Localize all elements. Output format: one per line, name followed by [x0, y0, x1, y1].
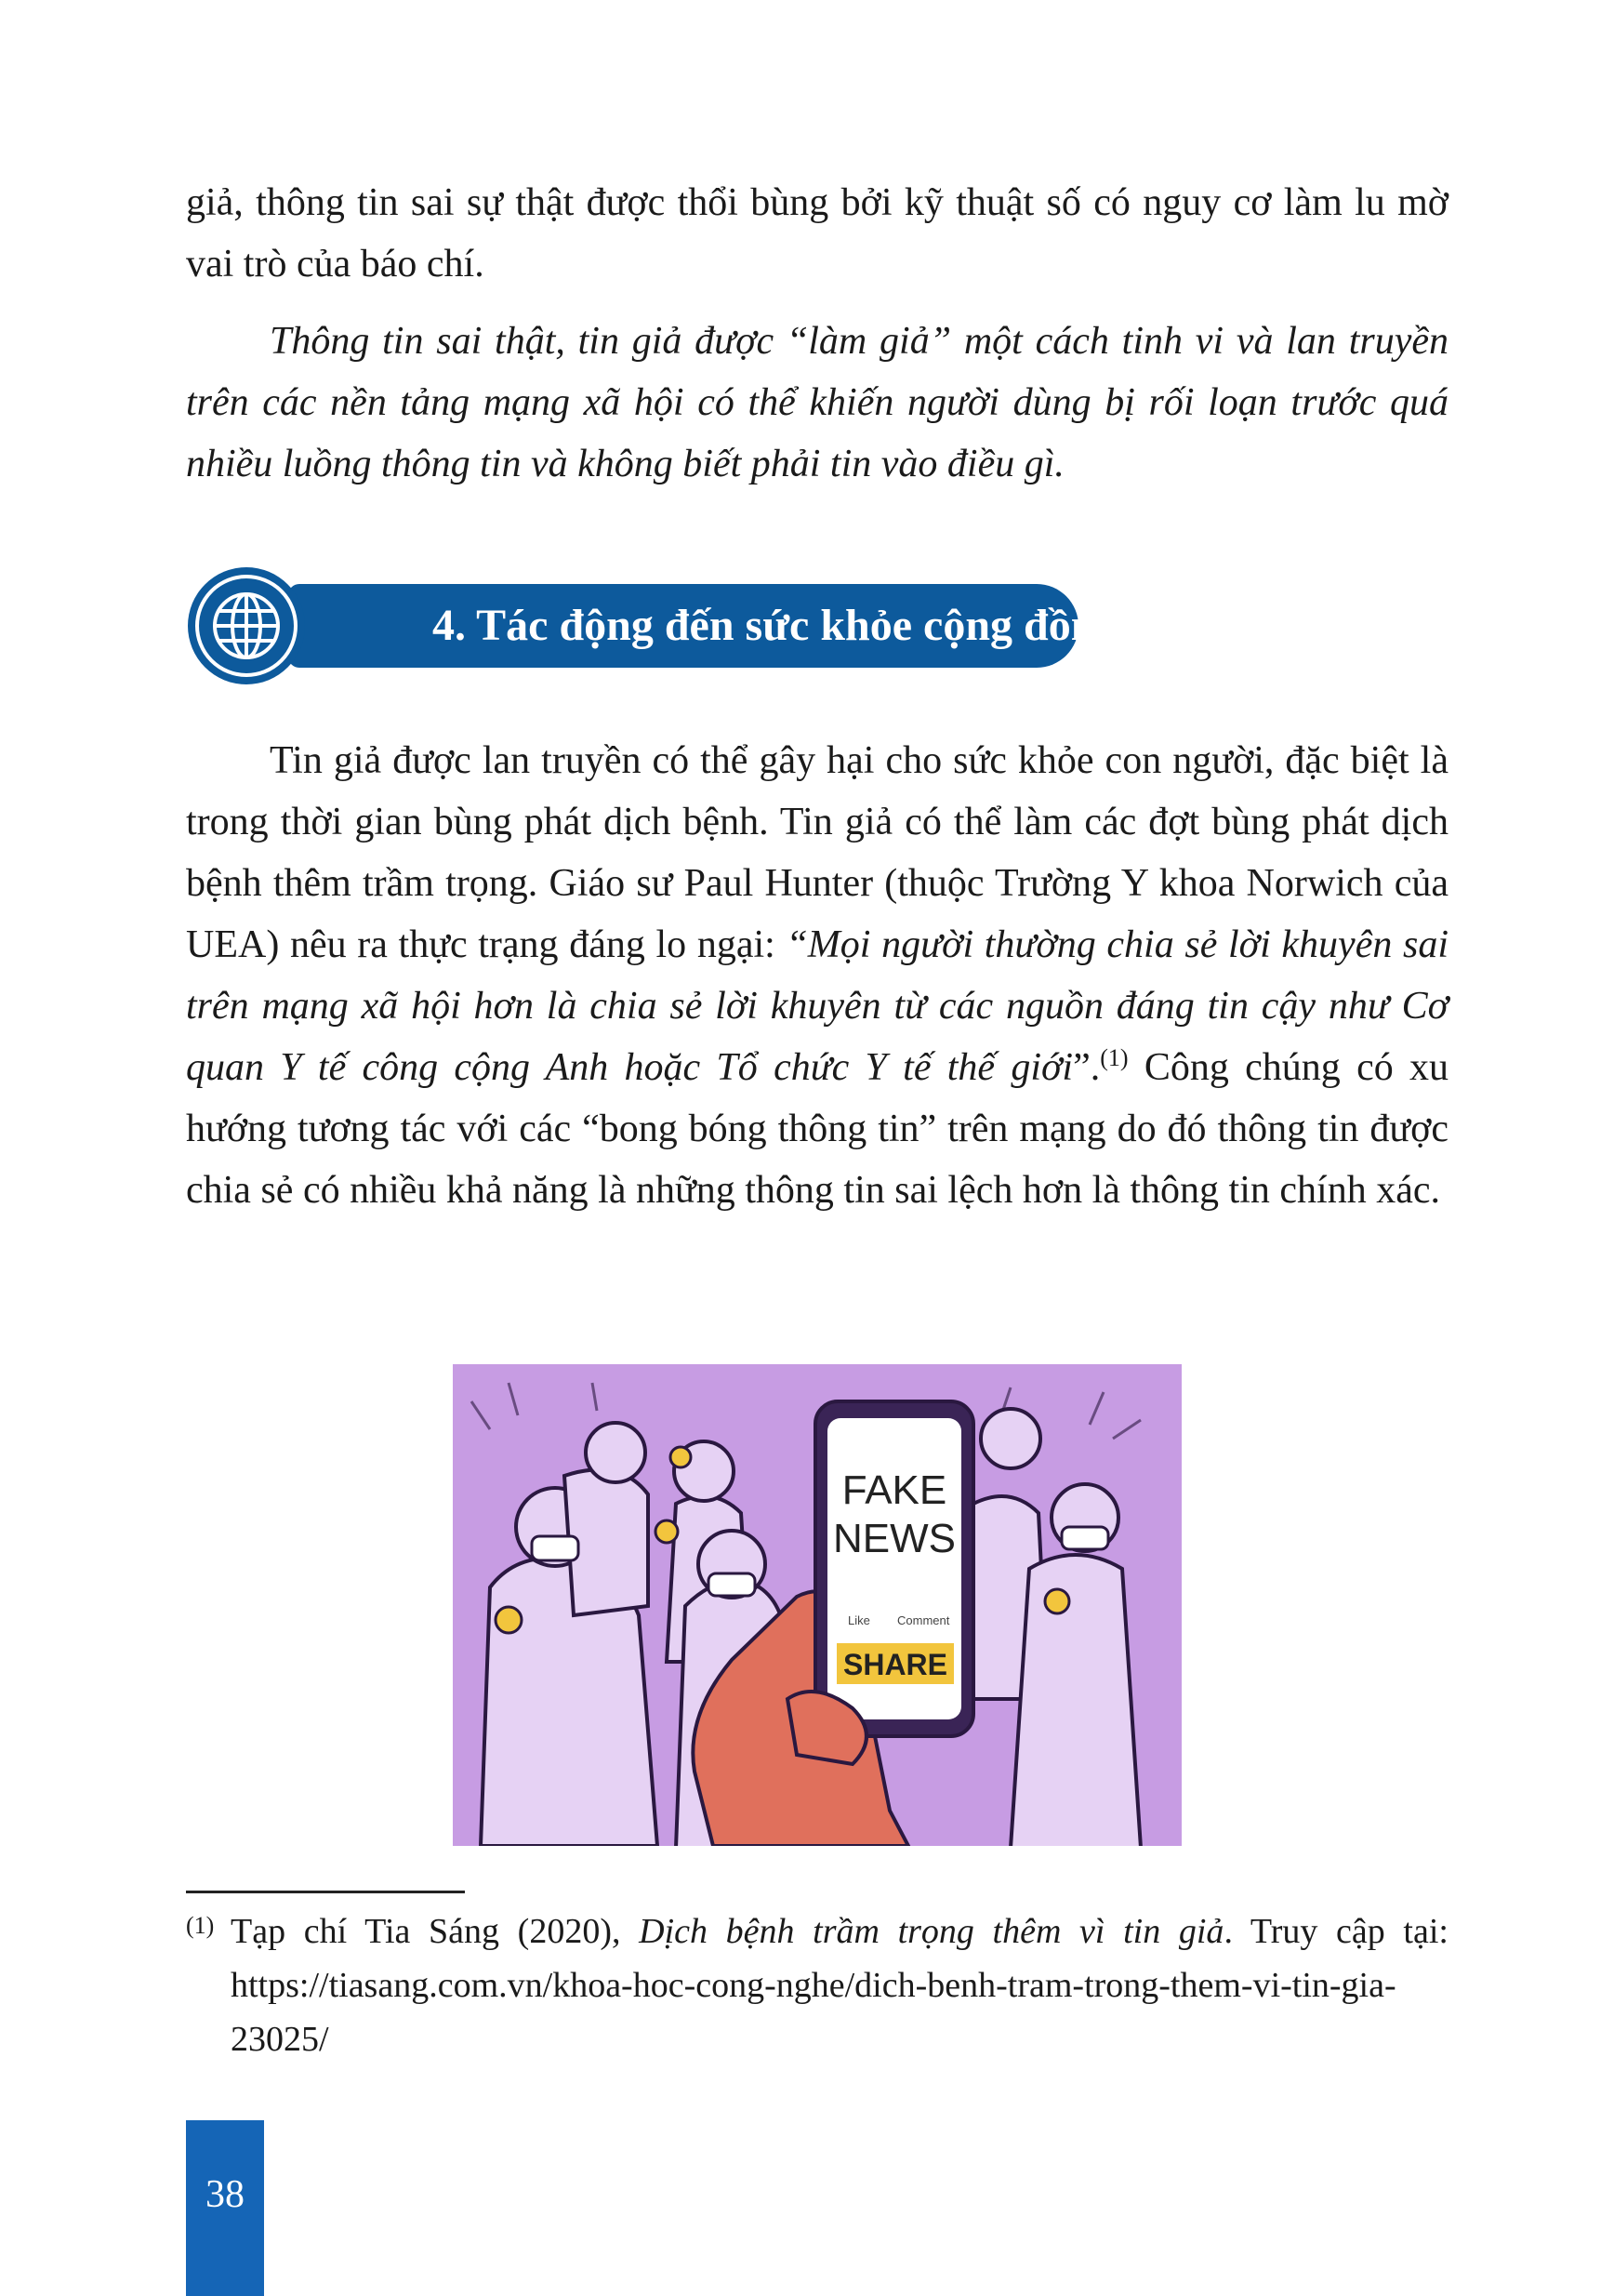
- footnote-title: Dịch bệnh trầm trọng thêm vì tin giả: [639, 1912, 1224, 1951]
- paragraph-intro: [186, 172, 1449, 295]
- text-run: Công chúng có xu hướng tương tác với các “bong bóng thông tin” trên mạng do đó thông tin được chia sẻ có nhiều khả năng là những thông tin sai lệch hơn là thông tin chính xác.: [186, 1046, 1449, 1212]
- heading-pill: [288, 584, 1118, 668]
- quote-text: “Mọi người thường chia sẻ lời khuyên sai trên mạng xã hội hơn là chia sẻ lời khuyên từ các nguồn đáng tin cậy như Cơ quan Y tế công cộng Anh hoặc Tổ chức Y tế thế giới: [186, 923, 1449, 1089]
- footnote-reference[interactable]: (1): [1100, 1044, 1129, 1071]
- footnote-mark: (1): [186, 1912, 215, 1939]
- fake-news-illustration: [453, 1364, 1182, 1846]
- page-number: 38: [205, 2173, 245, 2216]
- phone-screen: [815, 1401, 973, 1736]
- footnote: [186, 1904, 1449, 2066]
- share-text: SHARE: [842, 1648, 948, 1681]
- footnote-body: [231, 1904, 1449, 2066]
- footnote-url[interactable]: https://tiasang.com.vn/khoa-hoc-cong-nghe/dich-benh-tram-trong-them-vi-tin-gia-23025/: [231, 1966, 1396, 2059]
- footnote-text: . Truy cập tại:: [1224, 1912, 1449, 1951]
- footnote-divider: [186, 1891, 465, 1893]
- page-number-tab: [186, 2120, 264, 2296]
- paragraph-health: [186, 730, 1449, 1221]
- footnote-text: Tạp chí Tia Sáng (2020),: [231, 1912, 640, 1951]
- text-run: ”.: [1073, 1046, 1101, 1089]
- fake-text: FAKE: [841, 1467, 947, 1513]
- globe-icon: [186, 565, 307, 686]
- paragraph-text: Thông tin sai thật, tin giả được “làm giả” một cách tinh vi và lan truyền trên các nền tảng mạng xã hội có thể khiến người dùng bị rối loạn trước quá nhiều luồng thông tin và không biết phải tin vào điều gì.: [186, 320, 1449, 485]
- comment-label: Comment: [897, 1613, 950, 1627]
- paragraph-text: [186, 730, 1449, 1221]
- paragraph-text: giả, thông tin sai sự thật được thổi bùng bởi kỹ thuật số có nguy cơ làm lu mờ vai trò của báo chí.: [186, 181, 1449, 285]
- like-label: Like: [848, 1613, 870, 1627]
- paragraph-italic: [186, 311, 1449, 495]
- heading-text: 4. Tác động đến sức khỏe cộng đồng: [432, 601, 1118, 650]
- news-text: NEWS: [833, 1516, 956, 1561]
- section-heading: [186, 565, 1118, 686]
- text-run: Tin giả được lan truyền có thể gây hại cho sức khỏe con người, đặc biệt là trong thời gian bùng phát dịch bệnh. Tin giả có thể làm các đợt bùng phát dịch bệnh thêm trầm trọng. Giáo sư Paul Hunter (thuộc Trường Y khoa Norwich của UEA) nêu ra thực trạng đáng lo ngại:: [186, 739, 1449, 966]
